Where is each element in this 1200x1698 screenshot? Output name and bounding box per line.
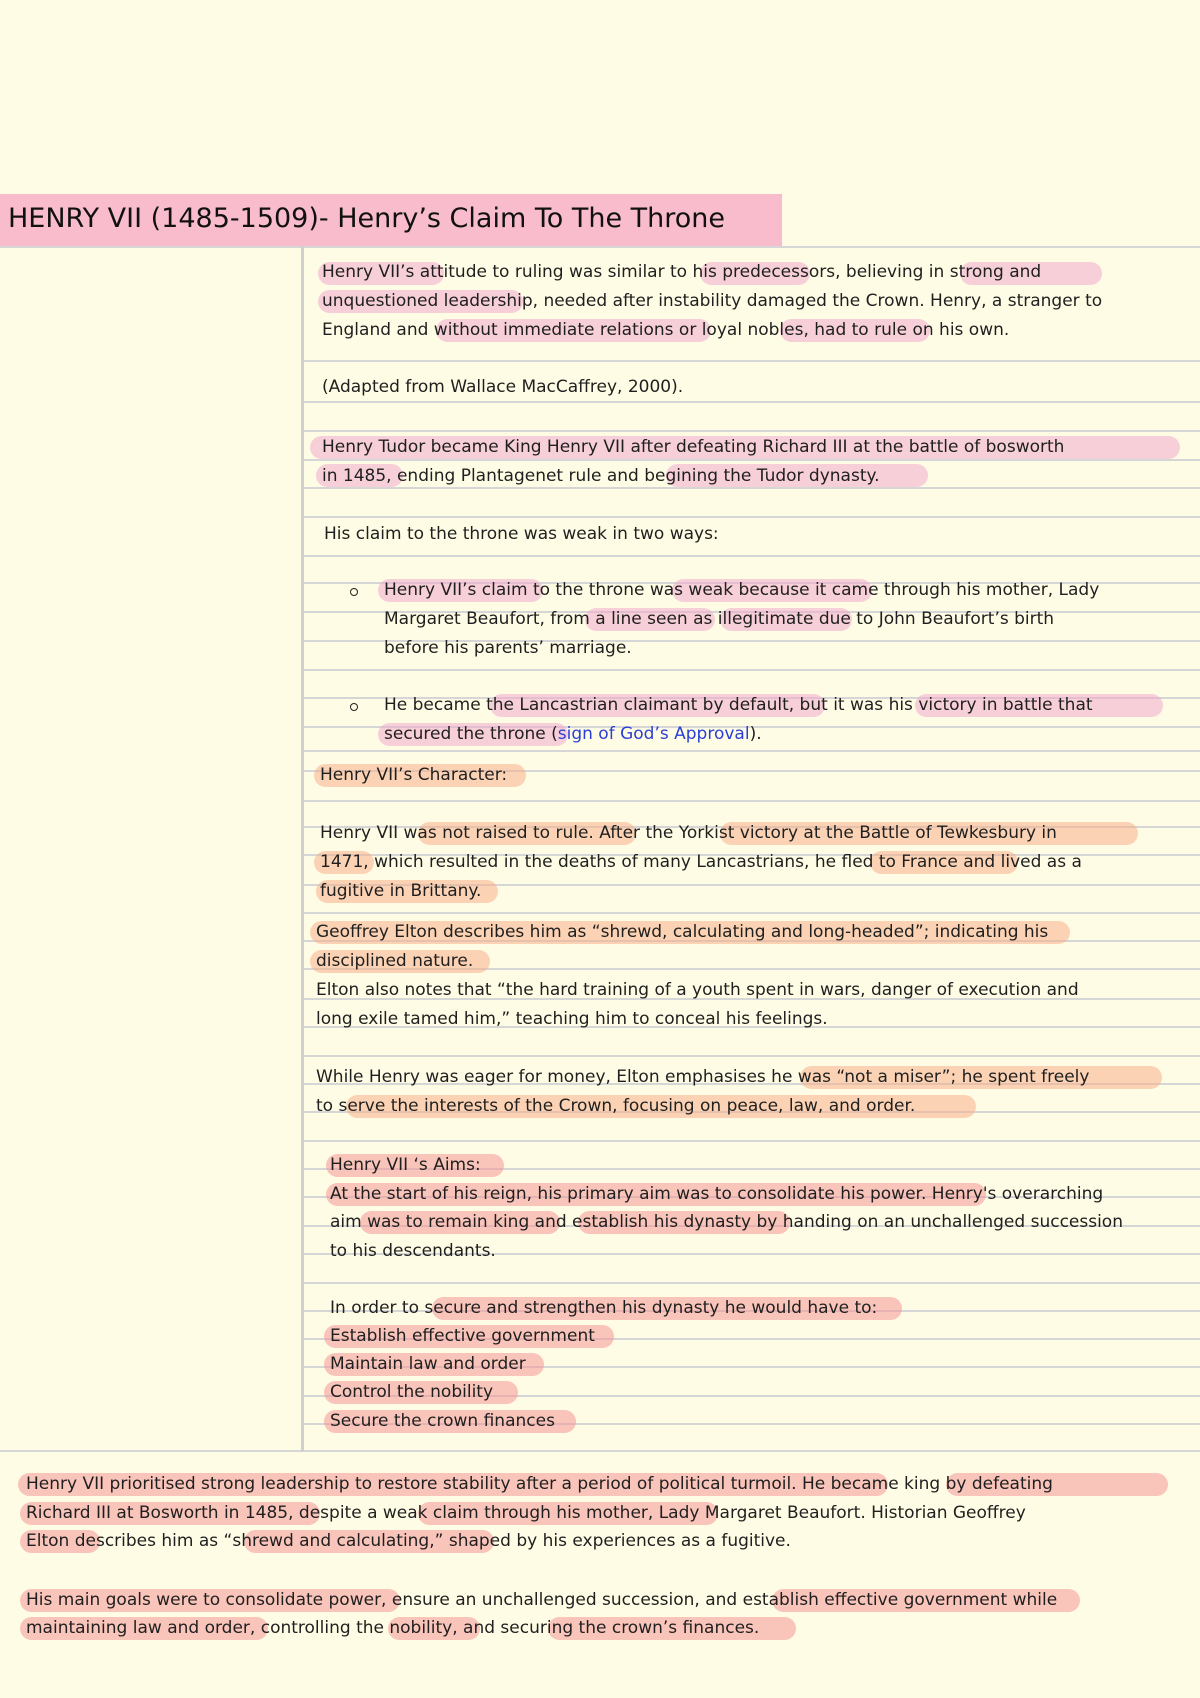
rule-line [303, 555, 1200, 557]
rule-line [303, 800, 1200, 802]
summary-line: Henry VII prioritised strong leadership to restore stability after a period of political turmoil. He became king by defeating [26, 1474, 1053, 1494]
rule-line [303, 750, 1200, 752]
aims-line: to his descendants. [330, 1241, 496, 1261]
summary-line: Richard III at Bosworth in 1485, despite a weak claim through his mother, Lady Margaret Beaufort. Historian Geoffrey [26, 1503, 1026, 1523]
claim-text: secured the throne ( [384, 724, 558, 744]
character-line: fugitive in Brittany. [320, 881, 482, 901]
aims-line: aim was to remain king and establish his dynasty by handing on an unchallenged succession [330, 1212, 1123, 1232]
rule-line [303, 360, 1200, 362]
claim-bullet-line [384, 723, 762, 745]
summary-line: His main goals were to consolidate power, ensure an unchallenged succession, and establish effective government while [26, 1590, 1058, 1610]
gods-approval-link[interactable]: sign of God’s Approval [557, 724, 750, 744]
character-line: Henry VII was not raised to rule. After the Yorkist victory at the Battle of Tewkesbury in [320, 823, 1057, 843]
rule-line [0, 246, 1200, 248]
claim-bullet-line: Henry VII’s claim to the throne was weak because it came through his mother, Lady [384, 580, 1100, 600]
accession-line: in 1485, ending Plantagenet rule and begining the Tudor dynasty. [322, 466, 880, 486]
aims-list-item: Secure the crown finances [330, 1411, 555, 1431]
character-line: Elton also notes that “the hard training of a youth spent in wars, danger of execution and [316, 980, 1079, 1000]
claim-heading: His claim to the throne was weak in two ways: [324, 524, 719, 544]
intro-source: (Adapted from Wallace MacCaffrey, 2000). [322, 377, 684, 397]
bullet-circle-icon [350, 703, 358, 711]
intro-line: Henry VII’s attitude to ruling was similar to his predecessors, believing in strong and [322, 262, 1042, 282]
rule-line [303, 487, 1200, 489]
aims-list-item: Establish effective government [330, 1326, 595, 1346]
accession-line: Henry Tudor became King Henry VII after defeating Richard III at the battle of bosworth [322, 437, 1065, 457]
rule-line [303, 1055, 1200, 1057]
claim-bullet-line: before his parents’ marriage. [384, 638, 632, 658]
summary-line: Elton describes him as “shrewd and calculating,” shaped by his experiences as a fugitive. [26, 1531, 791, 1551]
aims-list-intro: In order to secure and strengthen his dynasty he would have to: [330, 1298, 878, 1318]
aims-line: At the start of his reign, his primary aim was to consolidate his power. Henry's overarching [330, 1184, 1104, 1204]
rule-line [0, 1450, 1200, 1452]
intro-line: England and without immediate relations or loyal nobles, had to rule on his own. [322, 320, 1010, 340]
rule-line [303, 912, 1200, 914]
character-line: Geoffrey Elton describes him as “shrewd, calculating and long-headed”; indicating his [316, 922, 1049, 942]
rule-line [303, 1140, 1200, 1142]
aims-list-item: Maintain law and order [330, 1354, 526, 1374]
margin-line [301, 246, 304, 1452]
rule-line [303, 459, 1200, 461]
aims-list-item: Control the nobility [330, 1382, 494, 1402]
character-heading: Henry VII’s Character: [320, 765, 508, 785]
rule-line [303, 430, 1200, 432]
summary-line: maintaining law and order, controlling the nobility, and securing the crown’s finances. [26, 1618, 760, 1638]
bullet-circle-icon [350, 588, 358, 596]
claim-bullet-line: He became the Lancastrian claimant by default, but it was his victory in battle that [384, 695, 1093, 715]
claim-text: ). [749, 724, 762, 744]
character-line: long exile tamed him,” teaching him to conceal his feelings. [316, 1009, 828, 1029]
rule-line [303, 401, 1200, 403]
rule-line [303, 1282, 1200, 1284]
character-line: While Henry was eager for money, Elton emphasises he was “not a miser”; he spent freely [316, 1067, 1090, 1087]
page-title: HENRY VII (1485-1509)- Henry’s Claim To The Throne [8, 203, 725, 234]
character-line: to serve the interests of the Crown, focusing on peace, law, and order. [316, 1096, 916, 1116]
character-line: disciplined nature. [316, 951, 474, 971]
rule-line [303, 669, 1200, 671]
claim-bullet-line: Margaret Beaufort, from a line seen as illegitimate due to John Beaufort’s birth [384, 609, 1055, 629]
aims-heading: Henry VII ‘s Aims: [330, 1155, 481, 1175]
rule-line [303, 516, 1200, 518]
character-line: 1471, which resulted in the deaths of many Lancastrians, he fled to France and lived as a [320, 852, 1082, 872]
intro-line: unquestioned leadership, needed after instability damaged the Crown. Henry, a stranger to [322, 291, 1103, 311]
